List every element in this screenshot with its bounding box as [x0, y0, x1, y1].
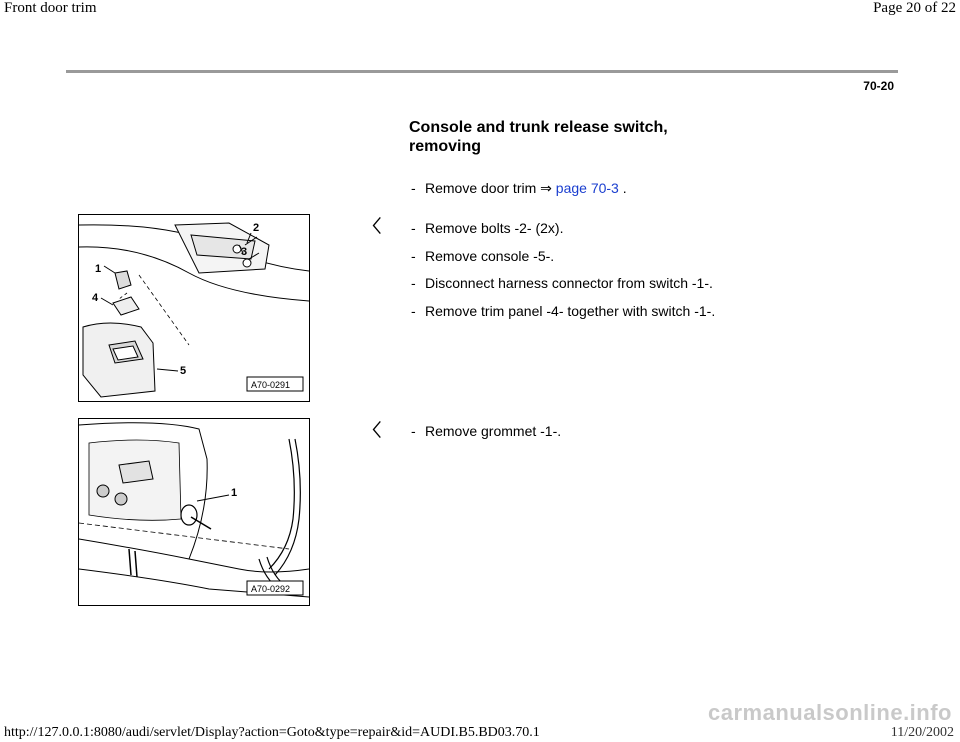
- document-title: Front door trim: [4, 0, 97, 16]
- page-number: 70-20: [863, 79, 894, 93]
- figure-console-removal: [78, 214, 310, 402]
- heading-line-2: removing: [409, 138, 482, 155]
- callout-3: 3: [241, 246, 248, 258]
- step-text: Remove door trim: [425, 180, 541, 196]
- header-rule: [66, 70, 898, 73]
- pointer-left-icon: 〈: [364, 217, 381, 236]
- figure-code: A70-0292: [251, 584, 291, 594]
- print-date: 11/20/2002: [890, 725, 954, 740]
- step-end: .: [618, 180, 627, 196]
- step-item: - Disconnect harness connector from switch -1-.: [411, 275, 713, 291]
- figure-grommet-removal: [78, 418, 310, 606]
- page-link[interactable]: page 70-3: [555, 180, 619, 196]
- source-url[interactable]: http://127.0.0.1:8080/audi/servlet/Display?action=Goto&type=repair&id=AUDI.B5.BD03.70.1: [4, 725, 540, 740]
- callout-5: 5: [180, 365, 187, 377]
- arrow-right-icon: ⇒: [540, 180, 552, 196]
- grommet-diagram: [79, 419, 309, 605]
- intro-step: [411, 180, 627, 197]
- callout-2: 2: [253, 222, 260, 234]
- callout-4: 4: [92, 292, 99, 304]
- console-diagram: [79, 215, 309, 401]
- figure-code: A70-0291: [251, 380, 291, 390]
- step-dash: -: [411, 180, 416, 196]
- step-item: - Remove grommet -1-.: [411, 423, 562, 439]
- pointer-left-icon: 〈: [364, 421, 381, 440]
- callout-1: 1: [231, 487, 238, 499]
- page-indicator: Page 20 of 22: [873, 0, 956, 16]
- section-heading: [409, 118, 709, 156]
- heading-line-1: Console and trunk release switch,: [409, 119, 668, 136]
- callout-1: 1: [95, 263, 102, 275]
- step-item: - Remove console -5-.: [411, 248, 555, 264]
- watermark: carmanualsonline.info: [708, 700, 952, 725]
- step-item: - Remove bolts -2- (2x).: [411, 220, 564, 236]
- step-item: - Remove trim panel -4- together with switch -1-.: [411, 303, 716, 319]
